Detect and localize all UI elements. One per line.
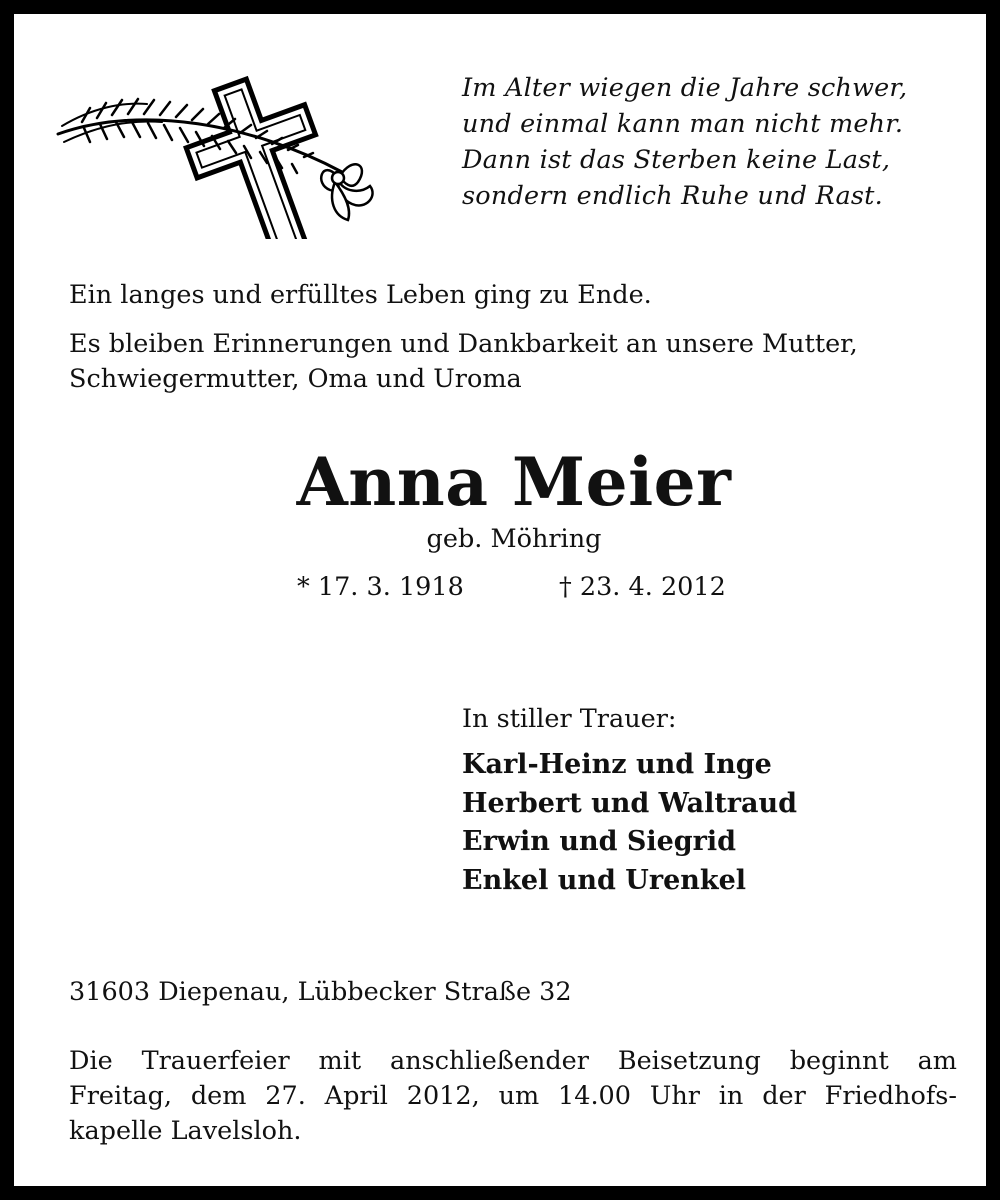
maiden-name: geb. Möhring — [426, 524, 602, 554]
mourner-family: Erwin und Siegrid — [462, 826, 737, 857]
deceased-name: Anna Meier — [296, 443, 732, 521]
cross-with-palm-frond-icon — [52, 64, 412, 239]
mourners-heading: In stiller Trauer: — [462, 704, 677, 734]
ceremony-line: Freitag, dem 27. April 2012, um 14.00 Uhr in der Friedhofs- — [69, 1081, 957, 1111]
ceremony-line: Die Trauerfeier mit anschließender Beisetzung beginnt am — [69, 1046, 957, 1076]
death-date: † 23. 4. 2012 — [559, 572, 726, 602]
ceremony-line: kapelle Lavelsloh. — [69, 1116, 302, 1146]
ceremony-notice — [69, 1044, 957, 1149]
mourner-family: Herbert und Waltraud — [462, 787, 798, 819]
mourners-block — [462, 700, 962, 900]
birth-date: * 17. 3. 1918 — [297, 572, 464, 602]
poem-line: Dann ist das Sterben keine Last, — [462, 145, 891, 175]
remembrance-line: Es bleiben Erinnerungen und Dankbarkeit an unsere Mutter, — [69, 329, 858, 359]
poem-line: Im Alter wiegen die Jahre schwer, — [462, 73, 908, 103]
mourner-family: Karl-Heinz und Inge — [462, 749, 772, 780]
intro-text: Ein langes und erfülltes Leben ging zu Ende. — [69, 280, 652, 310]
poem — [462, 70, 982, 214]
mourner-family: Enkel und Urenkel — [462, 864, 747, 896]
poem-line: und einmal kann man nicht mehr. — [462, 109, 904, 139]
address: 31603 Diepenau, Lübbecker Straße 32 — [69, 977, 572, 1007]
remembrance-text — [69, 327, 969, 397]
poem-line: sondern endlich Ruhe und Rast. — [462, 181, 883, 211]
remembrance-line: Schwiegermutter, Oma und Uroma — [69, 364, 522, 394]
